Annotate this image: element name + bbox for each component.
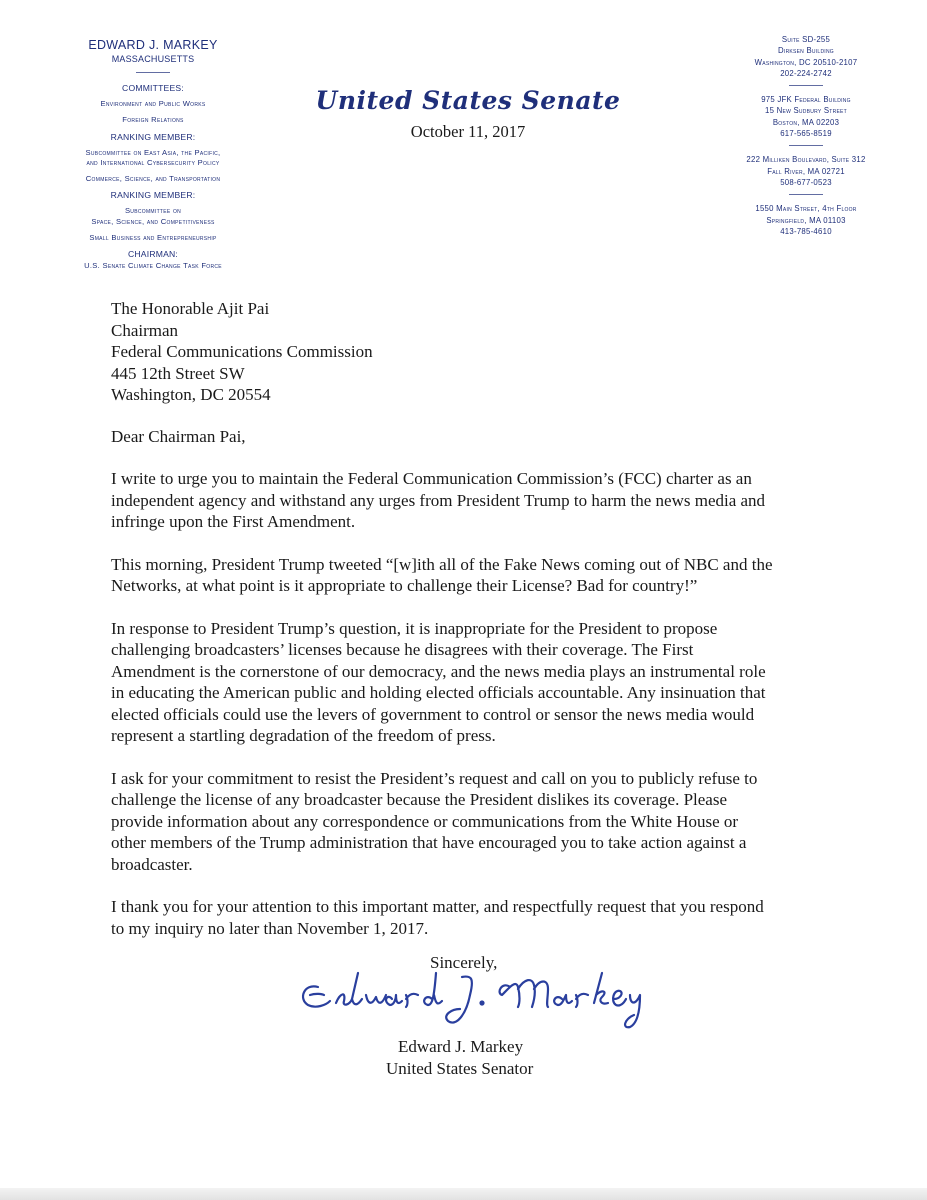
recipient-line: Washington, DC 20554 bbox=[111, 385, 271, 404]
body-paragraph: I write to urge you to maintain the Federal Communication Commission’s (FCC) charter as an independent agency and withstand any urges from President Trump to harm the news media and infringe upon the First Amendment. bbox=[111, 469, 766, 531]
divider bbox=[789, 85, 823, 86]
committee-item: Commerce, Science, and Transportation bbox=[85, 174, 221, 183]
recipient-line: Federal Communications Commission bbox=[111, 342, 373, 361]
office-address: 222 Milliken Boulevard, Suite 312 Fall River, MA 02721 508-677-0523 bbox=[746, 155, 866, 187]
chairman-heading: CHAIRMAN: bbox=[127, 249, 179, 259]
divider bbox=[789, 194, 823, 195]
committee-item: Subcommittee on Space, Science, and Competitiveness bbox=[91, 206, 215, 226]
signer-name: Edward J. Markey bbox=[398, 1037, 524, 1056]
chairman-item: U.S. Senate Climate Change Task Force bbox=[84, 261, 222, 270]
letter-body bbox=[111, 298, 851, 939]
body-paragraph: In response to President Trump’s question, it is inappropriate for the President to propose challenging broadcasters’ licenses because he disagrees with their coverage. The First Amendment is the cornerstone of our democracy, and the news media plays an instrumental role in educating the American public and holding elected officials accountable. Any insinuation that elected officials could use the levers of government to control or sensor the news media would represent a startling degradation of the freedom of press. bbox=[111, 618, 766, 745]
letterhead-left bbox=[24, 38, 282, 271]
letterhead-right bbox=[706, 34, 906, 237]
divider bbox=[136, 72, 170, 73]
senator-name: EDWARD J. MARKEY bbox=[88, 38, 218, 52]
signature bbox=[296, 965, 656, 1035]
closing: Sincerely, bbox=[430, 953, 498, 972]
divider bbox=[789, 145, 823, 146]
committee-item: Subcommittee on East Asia, the Pacific, and International Cybersecurity Policy bbox=[85, 147, 221, 167]
signer-block bbox=[386, 1036, 533, 1079]
office-address: 975 JFK Federal Building 15 New Sudbury Street Boston, MA 02203 617-565-8519 bbox=[761, 95, 851, 139]
senator-state: MASSACHUSETTS bbox=[111, 54, 195, 64]
salutation: Dear Chairman Pai, bbox=[111, 426, 246, 446]
body-paragraph: I thank you for your attention to this important matter, and respectfully request that you respond to my inquiry no later than November 1, 2017. bbox=[111, 897, 764, 938]
recipient-line: The Honorable Ajit Pai bbox=[111, 299, 270, 318]
office-address: 1550 Main Street, 4th Floor Springfield, MA 01103 413-785-4610 bbox=[755, 204, 857, 236]
committee-item: Small Business and Entrepreneurship bbox=[89, 232, 217, 242]
recipient-line: 445 12th Street SW bbox=[111, 363, 245, 383]
signer-title: United States Senator bbox=[386, 1058, 534, 1078]
senate-title: United States Senate bbox=[315, 86, 621, 115]
ranking-heading: RANKING MEMBER: bbox=[110, 131, 196, 142]
page-edge bbox=[0, 1188, 927, 1200]
letter-date: October 11, 2017 bbox=[410, 122, 526, 141]
committee-item: Environment and Public Works bbox=[100, 99, 206, 108]
office-address: Suite SD-255 Dirksen Building Washington, DC 20510-2107 202-224-2742 bbox=[754, 35, 858, 78]
letter-header bbox=[300, 86, 636, 142]
body-paragraph: This morning, President Trump tweeted “[w]ith all of the Fake News coming out of NBC and the Networks, at what point is it appropriate to challenge their License? Bad for country!” bbox=[111, 554, 773, 595]
signature-text: Edward J. Markey bbox=[296, 965, 304, 966]
recipient-address bbox=[111, 298, 851, 406]
ranking-heading: RANKING MEMBER: bbox=[110, 190, 196, 201]
committees-heading: COMMITTEES: bbox=[122, 83, 184, 93]
recipient-line: Chairman bbox=[111, 320, 179, 340]
committee-item: Foreign Relations bbox=[122, 115, 184, 125]
body-paragraph: I ask for your commitment to resist the President’s request and call on you to publicly refuse to challenge the license of any broadcaster because the President dislikes its coverage. Please provide information about any correspondence or communications from the White House or other members of the Trump administration that have encouraged you to take action against a broadcaster. bbox=[111, 768, 758, 874]
